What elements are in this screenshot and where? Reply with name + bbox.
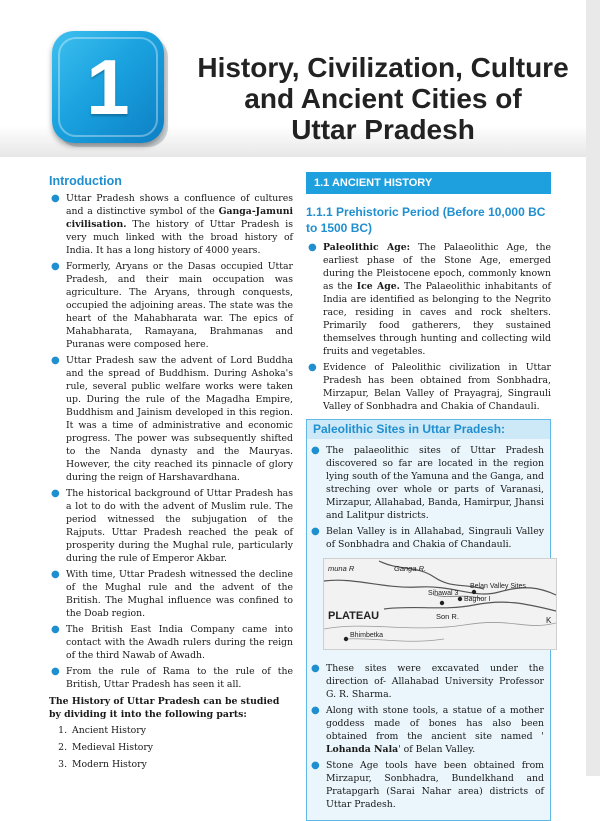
list-item: 1. Ancient History [70,724,293,737]
bullet-icon: ● [311,526,320,537]
list-item: ● With time, Uttar Pradesh witnessed the decline of the Mughal rule and the advent of the British. The Mughal influence was confined to the Doab region. [51,569,293,619]
site-marker [344,637,348,641]
chapter-number: 1 [86,42,130,131]
site-marker [472,590,476,594]
list-item: ● From the rule of Rama to the rule of the British, Uttar Pradesh has seen it all. [51,666,293,690]
list-item: ● Paleolithic Age: The Palaeolithic Age, the earliest phase of the Stone Age, emerged during the Pleistocene epoch, commonly known as the Ice Age. The Palaeolithic inhabitants of India are identified as belonging to the Negrito race, residing in caves and rock shelters. Primarily food gatherers, they sustained themselves through hunting and collecting wild fruits and vegetables. [308,242,552,357]
map-label-ganga: Ganga R. [394,564,427,573]
sites-list-continued [309,662,544,811]
page-edge-strip [586,0,600,776]
chapter-title [178,52,588,145]
bullet-icon: ● [311,663,320,674]
list-item: ● These sites were excavated under the direction of- Allahabad University Professor G. R. Sharma. [311,663,544,700]
bullet-icon: ● [51,261,60,272]
list-item: ● Uttar Pradesh shows a confluence of cultures and a distinctive symbol of the Ganga-Jamuni civilisation. The history of Uttar Pradesh is very much linked with the broad history of India. It has a long history of 4000 years. [51,193,293,256]
list-item: 3. Modern History [70,758,293,771]
introduction-list [49,192,293,691]
list-item: ● Evidence of Paleolithic civilization in Uttar Pradesh has been obtained from Sonbhadra, Mirzapur, Belan Valley of Prayagraj, Singrauli Valley of Sonbhadra and Chakia of Chandauli. [308,362,551,412]
map-label-baghor: Baghor I [464,596,491,603]
list-item: ● Belan Valley is in Allahabad, Singrauli Valley of Sonbhadra and Chakia of Chandauli. [311,526,544,550]
list-item: ● Formerly, Aryans or the Dasas occupied Uttar Pradesh, and their main occupation was agriculture. The Aryans, through conquests, occupied the adjoining areas. The state was the heart of the Mahabharata war. The epics of Mahabharata, Ramayana, Brahmanas and Puranas were composed here. [51,261,293,350]
paleolithic-sites-box [306,419,551,821]
chapter-title-line-1: History, Civilization, Culture [197,52,569,83]
list-item: 2. Medieval History [70,741,293,754]
site-marker [458,597,462,601]
prehistoric-list [306,241,551,413]
list-item: ● The British East India Company came into contact with the Awadh rulers during the reign of the third Nawab of Awadh. [51,624,293,661]
bullet-icon: ● [51,569,60,580]
list-item: ● Stone Age tools have been obtained from Mirzapur, Sonbhadra, Bundelkhand and Pratapgarh (Sarai Nahar area) districts of Uttar Pradesh. [311,760,544,810]
section-bar-ancient-history: 1.1 ANCIENT HISTORY [306,172,551,194]
map-label-k: K [546,616,552,625]
map-label-bhimbetka: Bhimbetka [350,632,384,639]
paleolithic-sites-map [323,558,557,650]
map-label-belan: Belan Valley Sites [470,583,526,590]
parts-list [49,724,293,771]
bullet-icon: ● [311,760,320,771]
bullet-icon: ● [311,705,320,716]
list-item: ● Uttar Pradesh saw the advent of Lord Buddha and the spread of Buddhism. During Ashoka's rule, several public welfare works were taken up. During the rule of the Magadha Empire, Buddhism and Jainism developed in this region. It was a time of administrative and economic progress. The power was subsequently shifted to the Nanda dynasty and the Mauryas. However, the city reached its pinnacle of glory during the reign of Harshavardhana. [51,355,293,483]
bullet-icon: ● [51,666,60,677]
box-body [307,439,550,820]
bullet-icon: ● [308,242,317,253]
site-marker [440,601,444,605]
box-heading: Paleolithic Sites in Uttar Pradesh: [307,420,550,439]
map-label-yamuna: muna R [328,564,355,573]
bullet-icon: ● [51,193,60,204]
chapter-title-line-2: and Ancient Cities of [244,83,522,114]
map-label-plateau: PLATEAU [328,610,380,622]
chapter-header [0,0,600,157]
bullet-icon: ● [311,445,320,456]
chapter-title-line-3: Uttar Pradesh [291,114,475,145]
chapter-number-badge [52,31,172,151]
ancient-history-column [306,172,551,821]
parts-intro: The History of Uttar Pradesh can be studied by dividing it into the following parts: [49,696,280,720]
map-label-son: Son R. [436,612,459,621]
bullet-icon: ● [51,488,60,499]
introduction-column [49,175,293,775]
map-label-sihawal: Sihawal 3 [428,590,459,597]
list-item: ● The palaeolithic sites of Uttar Pradesh discovered so far are located in the region lying south of the Yamuna and the Ganga, and streching over whole or parts of Varanasi, Mirzapur, Allahabad, Banda, Hamirpur, Jhansi and Lalitpur districts. [311,445,545,521]
prehistoric-period-heading: 1.1.1 Prehistoric Period (Before 10,000 BC to 1500 BC) [306,205,546,235]
bullet-icon: ● [51,355,60,366]
sites-list [309,444,544,551]
bullet-icon: ● [308,362,317,373]
list-item: ● The historical background of Uttar Pradesh has a lot to do with the advent of Muslim rule. The period witnessed the subjugation of the Rajputs. Uttar Pradesh reached the peak of prosperity during the Mughal rule, particularly during the rule of Emperor Akbar. [51,488,293,564]
introduction-heading: Introduction [49,174,122,188]
badge-tile [52,31,164,143]
bullet-icon: ● [51,624,60,635]
list-item: ● Along with stone tools, a statue of a mother goddess made of bones has also been obtained from the ancient site named ' Lohanda Nala' of Belan Valley. [311,705,544,755]
